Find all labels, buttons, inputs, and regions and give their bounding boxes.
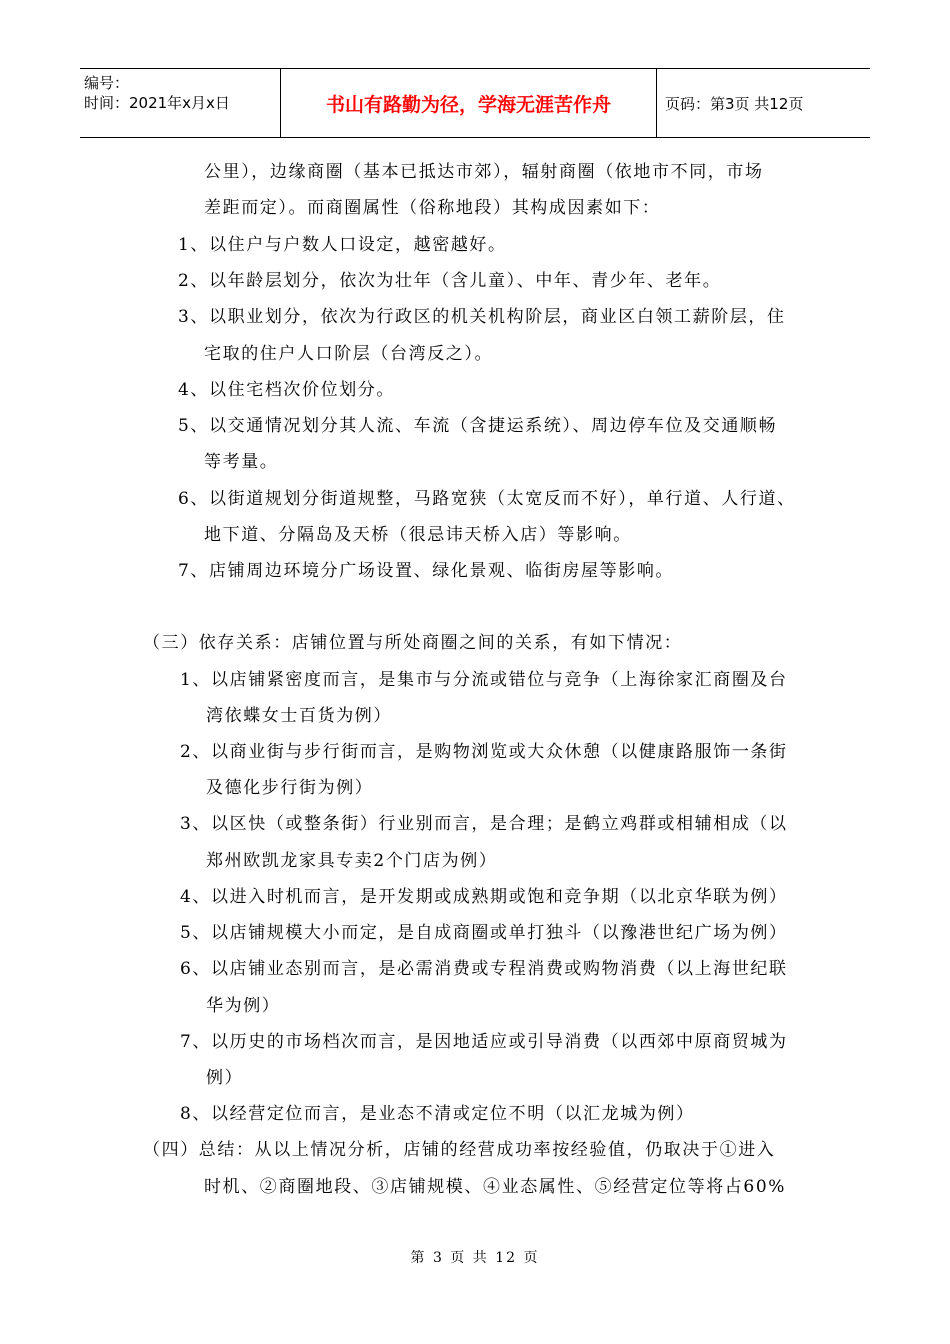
header-meta (80, 69, 281, 137)
list-item: 5、以交通情况划分其人流、车流（含捷运系统）、周边停车位及交通顺畅 (178, 416, 778, 436)
list-item-continuation: 郑州欧凯龙家具专卖2个门店为例） (206, 851, 498, 871)
list-item: 1、以店铺紧密度而言，是集市与分流或错位与竞争（上海徐家汇商圈及台 (180, 670, 788, 690)
list-item-continuation: 等考量。 (204, 452, 279, 472)
list-item-continuation: 地下道、分隔岛及天桥（很忌讳天桥入店）等影响。 (204, 525, 632, 545)
list-item: 4、以住宅档次价位划分。 (178, 380, 396, 400)
page-header (80, 68, 870, 138)
list-item-continuation: 宅取的住户人口阶层（台湾反之）。 (204, 344, 494, 364)
list-item: 3、以职业划分，依次为行政区的机关机构阶层，商业区白领工薪阶层，住 (178, 307, 786, 327)
list-item: 6、以店铺业态别而言，是必需消费或专程消费或购物消费（以上海世纪联 (180, 959, 788, 979)
list-item-continuation: 华为例） (206, 996, 281, 1016)
list-item: 6、以街道规划分街道规整，马路宽狭（太宽反而不好），单行道、人行道、 (178, 489, 796, 509)
list-item: 2、以年龄层划分，依次为壮年（含儿童）、中年、青少年、老年。 (178, 271, 722, 291)
doc-number-label: 编号： (84, 74, 130, 92)
header-page-info-cell (657, 69, 870, 137)
list-item: 1、以住户与户数人口设定，越密越好。 (178, 235, 507, 255)
list-item: 5、以店铺规模大小而定，是自成商圈或单打独斗（以豫港世纪广场为例） (180, 923, 788, 943)
paragraph-line: 公里），边缘商圈（基本已抵达市郊），辐射商圈（依地市不同，市场 (204, 162, 764, 182)
list-item: 8、以经营定位而言，是业态不清或定位不明（以汇龙城为例） (180, 1104, 695, 1124)
paragraph-line: 时机、②商圈地段、③店铺规模、④业态属性、⑤经营定位等将占60% (204, 1177, 786, 1197)
header-motto: 书山有路勤为径，学海无涯苦作舟 (325, 93, 611, 116)
list-item: 2、以商业街与步行街而言，是购物浏览或大众休憩（以健康路服饰一条街 (180, 742, 788, 762)
header-page-info: 页码：第3页 共12页 (665, 94, 804, 113)
paragraph-line: 差距而定）。而商圈属性（俗称地段）其构成因素如下： (204, 198, 661, 218)
list-item: 7、以历史的市场档次而言，是因地适应或引导消费（以西郊中原商贸城为 (180, 1032, 788, 1052)
list-item-continuation: 例） (206, 1068, 244, 1088)
list-item: 4、以进入时机而言，是开发期或成熟期或饱和竞争期（以北京华联为例） (180, 887, 788, 907)
doc-date-label: 时间：2021年x月x日 (84, 94, 230, 112)
section-heading: （三）依存关系：店铺位置与所处商圈之间的关系，有如下情况： (143, 633, 683, 653)
list-item: 7、店铺周边环境分广场设置、绿化景观、临街房屋等影响。 (178, 561, 675, 581)
page-footer: 第 3 页 共 12 页 (410, 1250, 540, 1266)
list-item: 3、以区快（或整条街）行业别而言，是合理；是鹤立鸡群或相辅相成（以 (180, 814, 788, 834)
list-item-continuation: 及德化步行街为例） (206, 778, 374, 798)
summary-heading: （四）总结：从以上情况分析，店铺的经营成功率按经验值，仍取决于①进入 (143, 1140, 776, 1160)
list-item-continuation: 湾依蝶女士百货为例） (206, 706, 392, 726)
header-motto-cell (281, 69, 657, 137)
